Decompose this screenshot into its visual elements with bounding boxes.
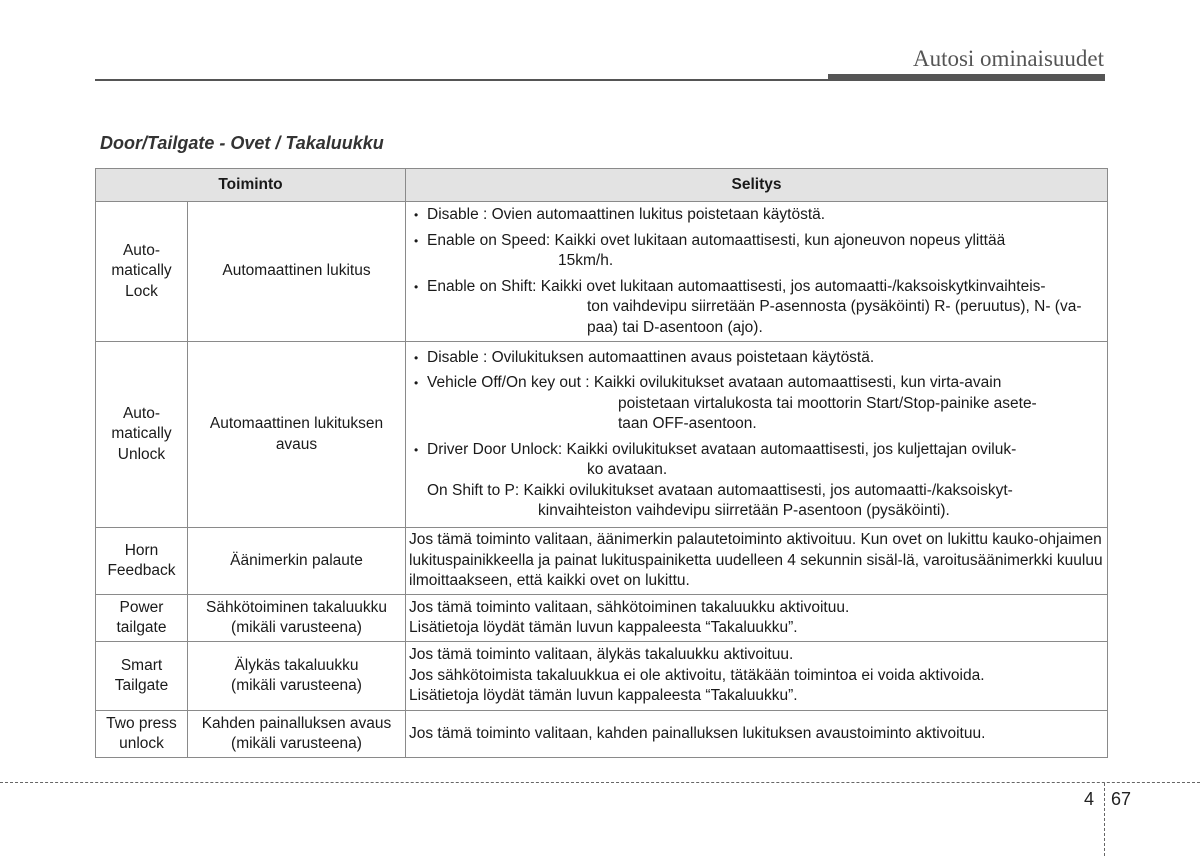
description-item-continuation: 15km/h. (558, 252, 614, 269)
setting-function (188, 528, 406, 595)
description-paragraph: Jos sähkötoimista takaluukkua ei ole aktivoitu, tätäkään toimintoa ei voida aktivoida. (409, 666, 985, 684)
header-rule (95, 79, 828, 81)
setting-name (96, 202, 188, 342)
setting-description (406, 711, 1108, 758)
table-row (96, 711, 1108, 758)
description-item: • Disable : Ovilukituksen automaattinen avaus poistetaan käytöstä. (409, 348, 1104, 369)
settings-table (95, 168, 1108, 758)
description-item-continuation: taan OFF-asentoon. (618, 415, 757, 432)
setting-function (188, 202, 406, 342)
description-paragraph: Lisätietoja löydät tämän luvun kappaleesta “Takaluukku”. (409, 687, 798, 705)
setting-function (188, 711, 406, 758)
setting-name (96, 342, 188, 528)
table-header-row (96, 169, 1108, 202)
page-number: 67 (1111, 789, 1132, 809)
description-paragraph: Jos tämä toiminto valitaan, kahden painalluksen lukituksen avaustoiminto aktivoituu. (409, 724, 986, 742)
setting-description (406, 595, 1108, 642)
setting-function-text: Kahden painalluksen avaus (mikäli varusteena) (201, 714, 392, 752)
setting-function-text: Automaattinen lukituksen avaus (209, 415, 384, 453)
setting-function (188, 595, 406, 642)
section-title: Door/Tailgate - Ovet / Takaluukku (100, 133, 384, 153)
table-row (96, 642, 1108, 711)
description-item-continuation: paa) tai D-asentoon (ajo). (587, 318, 763, 336)
description-item-continuation: ton vaihdevipu siirretään P-asennosta (pysäköinti) R- (peruutus), N- (va- (587, 298, 1082, 315)
setting-name-text: Power tailgate (116, 598, 167, 636)
description-paragraph: Lisätietoja löydät tämän luvun kappaleesta “Takaluukku”. (409, 619, 798, 636)
setting-name-text: Two press unlock (106, 714, 177, 752)
setting-name-text: Auto- matically Unlock (111, 404, 172, 463)
setting-function-text: Sähkötoiminen takaluukku (mikäli varusteena) (206, 598, 387, 636)
column-header-description: Selitys (406, 169, 1108, 202)
description-paragraph: Jos tämä toiminto valitaan, äänimerkin palautetoiminto aktivoituu. Kun ovet on lukittu kauko-ohjaimen lukituspainikkeella ja painat lukituspainiketta uudelleen 4 sekunnin sisäl-lä, varoitusäänimerkki kuuluu ilmoittaakseen, että kaikki ovet on lukittu. (409, 531, 1103, 590)
setting-name-text: Smart Tailgate (114, 656, 169, 694)
setting-function (188, 342, 406, 528)
description-item-continuation: kinvaihteiston vaihdevipu siirretään P-asentoon (pysäköinti). (538, 502, 950, 519)
setting-description (406, 642, 1108, 711)
table-row (96, 342, 1108, 528)
setting-name-text: Horn Feedback (107, 541, 176, 579)
table-row (96, 595, 1108, 642)
header-rule-accent (828, 74, 1105, 81)
setting-description (406, 528, 1108, 595)
description-item: • Enable on Shift: Kaikki ovet lukitaan automaattisesti, jos automaatti-/kaksoiskytkinvaihteis- (409, 277, 1104, 298)
description-paragraph: Jos tämä toiminto valitaan, älykäs takaluukku aktivoituu. (409, 646, 794, 664)
setting-name-text: Auto- matically Lock (111, 241, 172, 300)
description-item: • Enable on Speed: Kaikki ovet lukitaan automaattisesti, kun ajoneuvon nopeus ylittää (409, 231, 1104, 252)
description-item-continuation: poistetaan virtalukosta tai moottorin Start/Stop-painike asete- (618, 394, 1037, 412)
table-row (96, 528, 1108, 595)
description-paragraph: Jos tämä toiminto valitaan, sähkötoiminen takaluukku aktivoituu. (409, 598, 850, 616)
setting-name (96, 528, 188, 595)
footer-dashed-rule (0, 782, 1200, 783)
column-header-function: Toiminto (96, 169, 406, 202)
running-header-title: Autosi ominaisuudet (912, 46, 1104, 71)
description-item: • Driver Door Unlock: Kaikki ovilukitukset avataan automaattisesti, jos kuljettajan oviluk- (409, 440, 1104, 461)
setting-name (96, 595, 188, 642)
setting-function-text: Älykäs takaluukku (mikäli varusteena) (231, 656, 362, 694)
setting-function (188, 642, 406, 711)
chapter-number: 4 (1084, 789, 1095, 809)
table-row (96, 202, 1108, 342)
setting-name (96, 711, 188, 758)
setting-function-text: Automaattinen lukitus (222, 262, 371, 280)
setting-function-text: Äänimerkin palaute (230, 551, 363, 569)
description-item: • Disable : Ovien automaattinen lukitus poistetaan käytöstä. (409, 205, 1104, 226)
description-item: • Vehicle Off/On key out : Kaikki ovilukitukset avataan automaattisesti, kun virta-avain (409, 373, 1104, 394)
description-item-continuation: ko avataan. (587, 461, 668, 478)
setting-description (406, 202, 1108, 342)
setting-name (96, 642, 188, 711)
footer-dashed-divider (1104, 783, 1105, 856)
setting-description (406, 342, 1108, 528)
description-item: On Shift to P: Kaikki ovilukitukset avataan automaattisesti, jos automaatti-/kaksoiskyt- (427, 481, 1013, 499)
